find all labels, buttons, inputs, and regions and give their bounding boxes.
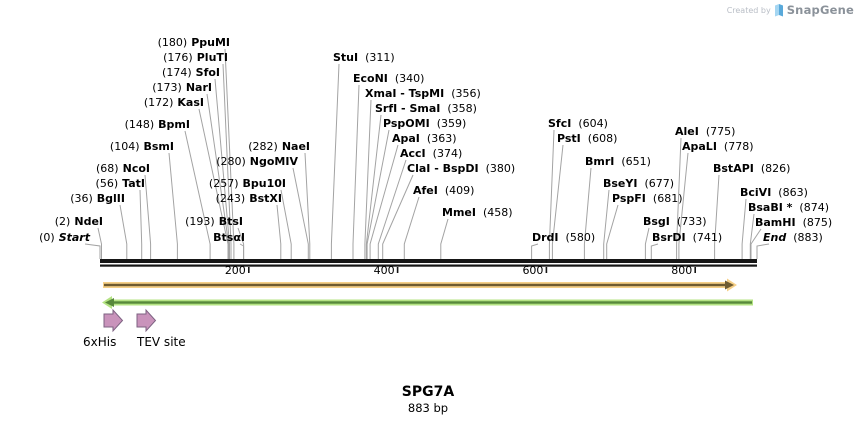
ruler-tick-800 xyxy=(694,267,696,273)
leader-line-ngomiv xyxy=(293,168,308,259)
branding xyxy=(727,3,854,17)
leader-line-tati xyxy=(140,190,142,259)
site-label-sfci[interactable]: SfcI (604) xyxy=(548,117,608,130)
leader-line-bcivi xyxy=(742,199,746,259)
ruler-tick-400 xyxy=(397,267,399,273)
leader-line-bsgi xyxy=(645,228,649,259)
site-label-naei[interactable]: (282) NaeI xyxy=(248,140,310,153)
site-label-bglii[interactable]: (36) BglII xyxy=(70,192,125,205)
site-label-clai-bspdi[interactable]: ClaI - BspDI (380) xyxy=(407,162,516,175)
leader-line-bpu10i xyxy=(281,190,291,259)
leader-line-bsmi xyxy=(169,153,177,259)
snapgene-wordmark: SnapGene xyxy=(786,3,854,17)
site-label-nari[interactable]: (173) NarI xyxy=(152,81,212,94)
leader-line-afei xyxy=(404,197,419,259)
site-label-sfoi[interactable]: (174) SfoI xyxy=(162,66,220,79)
site-label-ncoi[interactable]: (68) NcoI xyxy=(96,162,150,175)
leader-line-end xyxy=(757,244,769,259)
site-label-bsmi[interactable]: (104) BsmI xyxy=(109,140,174,153)
site-label-bstapi[interactable]: BstAPI (826) xyxy=(713,162,791,175)
ruler-tick-600 xyxy=(546,267,548,273)
site-label-pluti[interactable]: (176) PluTI xyxy=(163,51,228,64)
leader-line-mmei xyxy=(441,219,448,259)
feature-label-tev-site: TEV site xyxy=(137,335,186,349)
leader-line-bstxi xyxy=(277,205,281,259)
leader-line-drdi xyxy=(532,244,538,259)
site-label-bsabi[interactable]: BsaBI * (874) xyxy=(748,201,830,214)
title-block xyxy=(328,384,528,415)
leader-line-stui xyxy=(331,64,339,259)
site-label-ppumi[interactable]: (180) PpuMI xyxy=(157,36,230,49)
snapgene-logo-icon xyxy=(775,4,783,17)
reverse-strand-arrow-line xyxy=(114,301,752,303)
map-length: 883 bp xyxy=(407,401,449,415)
leader-line-bpmi xyxy=(185,131,210,259)
ruler-tick-200 xyxy=(248,267,250,273)
site-label-bpmi[interactable]: (148) BpmI xyxy=(124,118,190,131)
site-label-pspomi[interactable]: PspOMI (359) xyxy=(383,117,467,130)
map-title: SPG7A xyxy=(401,384,455,400)
site-label-alei[interactable]: AleI (775) xyxy=(675,125,736,138)
leader-line-bstapi xyxy=(715,175,719,259)
leader-line-bmri xyxy=(584,168,591,259)
leader-line-naei xyxy=(305,153,310,259)
leader-line-bsrdi xyxy=(651,244,658,259)
feature-arrow-6xhis[interactable] xyxy=(104,310,123,331)
ruler-label-200: 200 xyxy=(224,264,246,277)
site-label-bstxi[interactable]: (243) BstXI xyxy=(215,192,282,205)
site-label-psti[interactable]: PstI (608) xyxy=(557,132,618,145)
leader-line-pspfi xyxy=(607,205,618,259)
site-label-mmei[interactable]: MmeI (458) xyxy=(442,206,513,219)
sequence-line-top xyxy=(100,259,757,263)
site-label-bts-i[interactable]: BtsαI xyxy=(213,231,245,244)
feature-label-6xhis: 6xHis xyxy=(83,335,117,349)
site-label-bamhi[interactable]: BamHI (875) xyxy=(755,216,833,229)
site-label-afei[interactable]: AfeI (409) xyxy=(413,184,475,197)
site-label-bmri[interactable]: BmrI (651) xyxy=(585,155,651,168)
leader-line-pspomi xyxy=(367,130,389,259)
site-label-tati[interactable]: (56) TatI xyxy=(95,177,145,190)
site-label-acci[interactable]: AccI (374) xyxy=(400,147,463,160)
site-label-xmai-tspmi[interactable]: XmaI - TspMI (356) xyxy=(365,87,481,100)
site-label-apali[interactable]: ApaLI (778) xyxy=(682,140,754,153)
site-label-bpu10i[interactable]: (257) Bpu10I xyxy=(208,177,286,190)
site-label-econi[interactable]: EcoNI (340) xyxy=(353,72,425,85)
site-label-bcivi[interactable]: BciVI (863) xyxy=(740,186,808,199)
leader-line-bamhi xyxy=(751,229,761,259)
leader-line-bglii xyxy=(120,205,127,259)
ruler-label-800: 800 xyxy=(671,264,693,277)
site-label-ndei[interactable]: (2) NdeI xyxy=(54,215,103,228)
site-label-kasi[interactable]: (172) KasI xyxy=(143,96,204,109)
leader-line-xmai-tspmi xyxy=(365,100,371,259)
site-label-drdi[interactable]: DrdI (580) xyxy=(532,231,596,244)
forward-strand-arrow-line xyxy=(104,284,725,286)
site-label-end[interactable]: End (883) xyxy=(763,231,823,244)
site-label-start[interactable]: (0) Start xyxy=(39,231,90,244)
site-label-stui[interactable]: StuI (311) xyxy=(333,51,395,64)
leader-line-ncoi xyxy=(145,175,151,259)
ruler-label-400: 400 xyxy=(373,264,395,277)
site-label-pspfi[interactable]: PspFI (681) xyxy=(612,192,683,205)
site-label-srfi-smai[interactable]: SrfI - SmaI (358) xyxy=(375,102,477,115)
created-by-text: Created by xyxy=(726,5,771,15)
site-label-bsgi[interactable]: BsgI (733) xyxy=(643,215,707,228)
site-label-apai[interactable]: ApaI (363) xyxy=(392,132,457,145)
ruler-label-600: 600 xyxy=(522,264,544,277)
site-label-bsrdi[interactable]: BsrDI (741) xyxy=(652,231,723,244)
leader-line-econi xyxy=(353,85,359,259)
leader-line-start xyxy=(85,244,100,259)
site-label-btsi[interactable]: (193) BtsI xyxy=(185,215,243,228)
leader-line-bts-i xyxy=(240,244,244,259)
site-label-ngomiv[interactable]: (280) NgoMIV xyxy=(216,155,298,168)
feature-arrow-tev-site[interactable] xyxy=(137,310,156,331)
site-label-bseyi[interactable]: BseYI (677) xyxy=(603,177,675,190)
sequence-line-bottom xyxy=(100,265,757,267)
